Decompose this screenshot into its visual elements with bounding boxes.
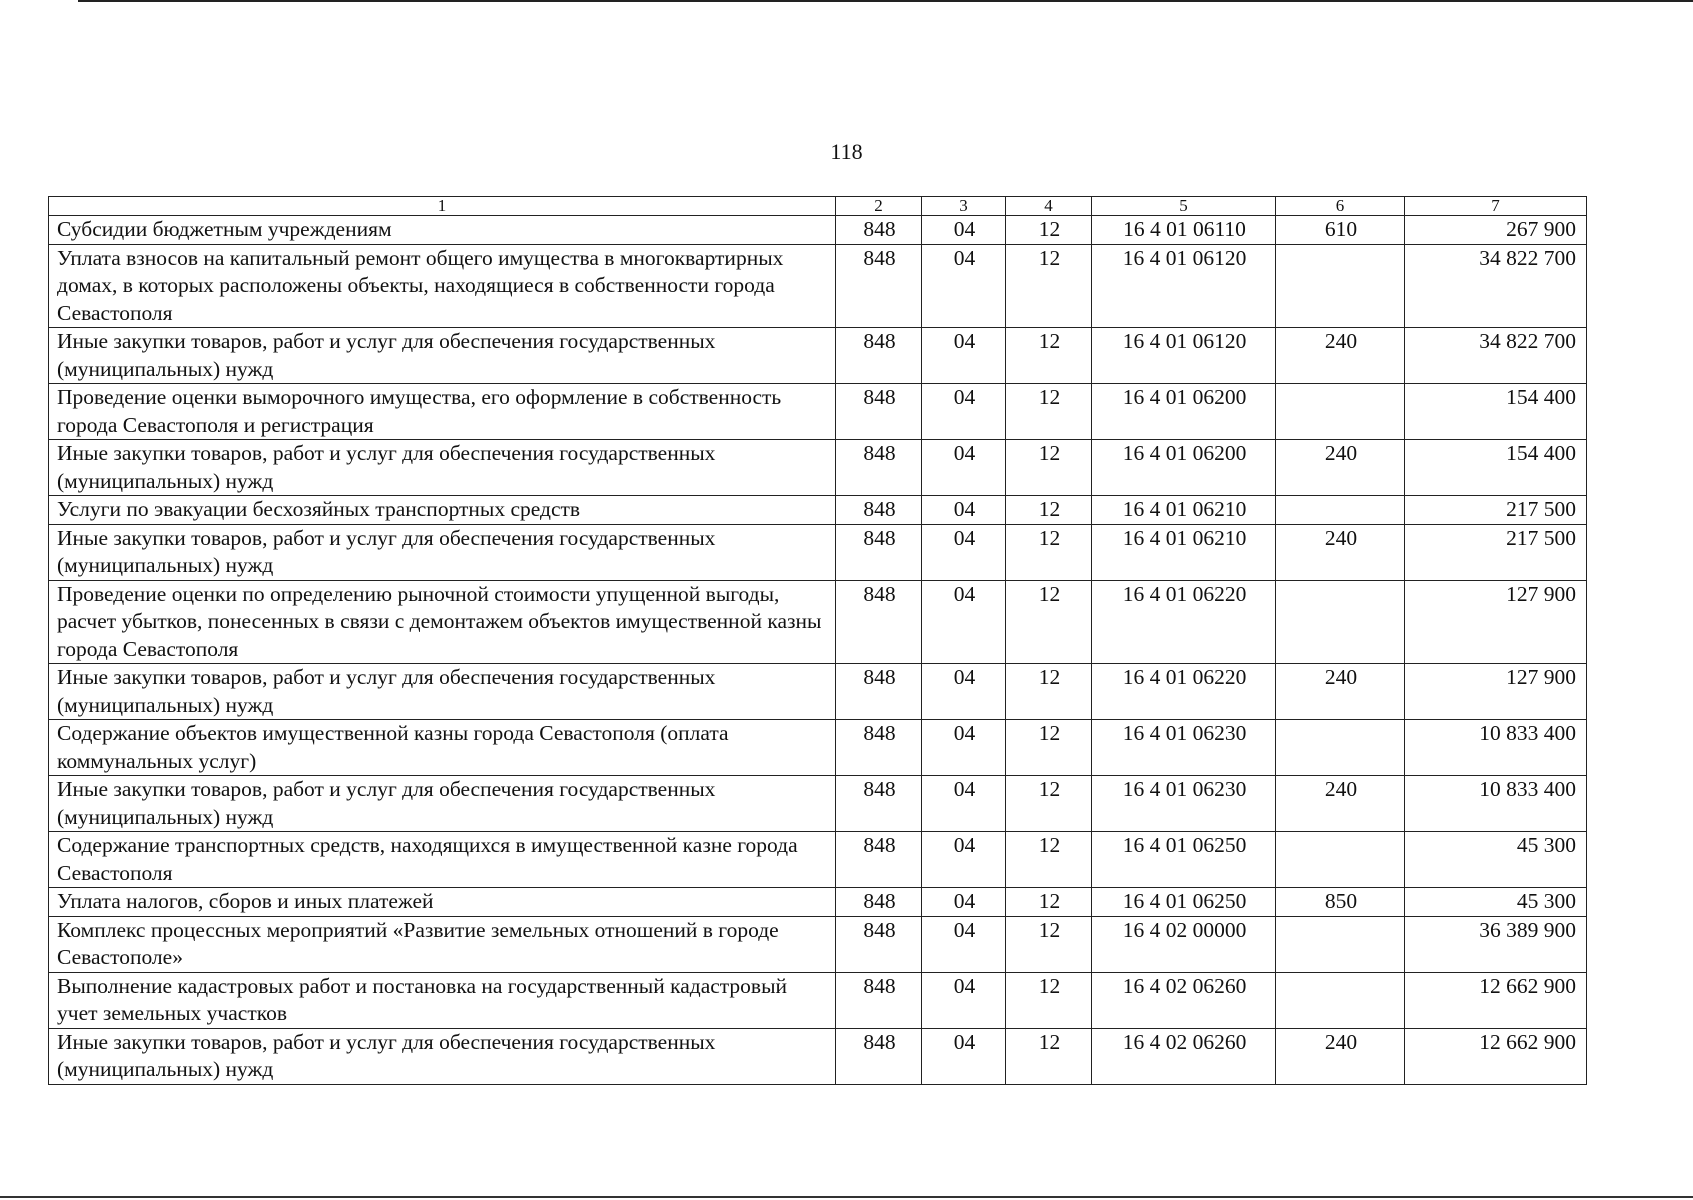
row-col2-cell: 848 [836,580,922,664]
column-header: 1 [49,197,836,216]
table-body [49,197,1587,1085]
row-col6-cell [1276,916,1405,972]
row-col7-cell: 217 500 [1405,524,1587,580]
row-col6-cell: 240 [1276,440,1405,496]
table-row [49,244,1587,328]
bottom-edge-rule [0,1196,1693,1198]
row-col2-cell: 848 [836,496,922,525]
row-col5-cell: 16 4 02 00000 [1092,916,1276,972]
row-col6-cell [1276,244,1405,328]
row-col4-cell: 12 [1006,216,1092,245]
row-col7-cell: 127 900 [1405,664,1587,720]
row-col4-cell: 12 [1006,328,1092,384]
row-name-cell: Проведение оценки по определению рыночной стоимости упущенной выгоды, расчет убытков, понесенных в связи с демонтажем объектов имущественной казны города Севастополя [49,580,836,664]
budget-table [48,196,1587,1085]
row-name-cell: Содержание объектов имущественной казны города Севастополя (оплата коммунальных услуг) [49,720,836,776]
row-col2-cell: 848 [836,216,922,245]
row-col3-cell: 04 [922,916,1006,972]
table-row [49,216,1587,245]
row-col2-cell: 848 [836,972,922,1028]
row-col4-cell: 12 [1006,776,1092,832]
row-col3-cell: 04 [922,972,1006,1028]
row-col2-cell: 848 [836,720,922,776]
table-row [49,972,1587,1028]
row-col6-cell: 850 [1276,888,1405,917]
row-col7-cell: 34 822 700 [1405,328,1587,384]
row-name-cell: Иные закупки товаров, работ и услуг для обеспечения государственных (муниципальных) нужд [49,328,836,384]
row-name-cell: Иные закупки товаров, работ и услуг для обеспечения государственных (муниципальных) нужд [49,440,836,496]
table-row [49,664,1587,720]
row-name-cell: Иные закупки товаров, работ и услуг для обеспечения государственных (муниципальных) нужд [49,776,836,832]
row-col4-cell: 12 [1006,664,1092,720]
row-col5-cell: 16 4 01 06210 [1092,496,1276,525]
row-col5-cell: 16 4 01 06250 [1092,832,1276,888]
row-col3-cell: 04 [922,1028,1006,1084]
table-row [49,384,1587,440]
row-col7-cell: 267 900 [1405,216,1587,245]
row-col5-cell: 16 4 02 06260 [1092,972,1276,1028]
row-col2-cell: 848 [836,776,922,832]
row-name-cell: Субсидии бюджетным учреждениям [49,216,836,245]
row-col2-cell: 848 [836,916,922,972]
row-name-cell: Комплекс процессных мероприятий «Развитие земельных отношений в городе Севастополе» [49,916,836,972]
row-col2-cell: 848 [836,888,922,917]
row-col6-cell [1276,496,1405,525]
row-col3-cell: 04 [922,524,1006,580]
row-col3-cell: 04 [922,720,1006,776]
row-name-cell: Иные закупки товаров, работ и услуг для обеспечения государственных (муниципальных) нужд [49,664,836,720]
row-col5-cell: 16 4 01 06120 [1092,244,1276,328]
row-col5-cell: 16 4 01 06220 [1092,580,1276,664]
row-col6-cell: 240 [1276,664,1405,720]
row-col5-cell: 16 4 01 06250 [1092,888,1276,917]
table-header-row [49,197,1587,216]
row-col4-cell: 12 [1006,888,1092,917]
row-name-cell: Выполнение кадастровых работ и постановка на государственный кадастровый учет земельных участков [49,972,836,1028]
table-row [49,888,1587,917]
table-row [49,1028,1587,1084]
row-col3-cell: 04 [922,216,1006,245]
row-col2-cell: 848 [836,244,922,328]
row-col4-cell: 12 [1006,244,1092,328]
column-header: 4 [1006,197,1092,216]
row-col5-cell: 16 4 01 06230 [1092,776,1276,832]
row-name-cell: Проведение оценки выморочного имущества, его оформление в собственность города Севастополя и регистрация [49,384,836,440]
row-col7-cell: 127 900 [1405,580,1587,664]
row-col2-cell: 848 [836,832,922,888]
row-col7-cell: 12 662 900 [1405,972,1587,1028]
top-edge-rule [78,0,1693,2]
table-row [49,720,1587,776]
row-col4-cell: 12 [1006,972,1092,1028]
row-col7-cell: 45 300 [1405,832,1587,888]
row-col5-cell: 16 4 01 06200 [1092,384,1276,440]
row-name-cell: Услуги по эвакуации бесхозяйных транспортных средств [49,496,836,525]
row-name-cell: Уплата налогов, сборов и иных платежей [49,888,836,917]
row-col5-cell: 16 4 02 06260 [1092,1028,1276,1084]
row-col4-cell: 12 [1006,524,1092,580]
row-col6-cell [1276,384,1405,440]
page-number: 118 [830,139,863,164]
row-col2-cell: 848 [836,664,922,720]
row-col7-cell: 12 662 900 [1405,1028,1587,1084]
row-col6-cell [1276,972,1405,1028]
row-col5-cell: 16 4 01 06200 [1092,440,1276,496]
table-row [49,524,1587,580]
table-row [49,440,1587,496]
table-row [49,776,1587,832]
row-col3-cell: 04 [922,244,1006,328]
row-name-cell: Содержание транспортных средств, находящихся в имущественной казне города Севастополя [49,832,836,888]
row-col3-cell: 04 [922,328,1006,384]
row-col3-cell: 04 [922,832,1006,888]
column-header: 2 [836,197,922,216]
row-col7-cell: 45 300 [1405,888,1587,917]
row-col3-cell: 04 [922,440,1006,496]
table-row [49,580,1587,664]
row-col2-cell: 848 [836,384,922,440]
row-col7-cell: 10 833 400 [1405,720,1587,776]
row-col5-cell: 16 4 01 06210 [1092,524,1276,580]
row-name-cell: Иные закупки товаров, работ и услуг для обеспечения государственных (муниципальных) нужд [49,1028,836,1084]
row-col2-cell: 848 [836,524,922,580]
row-col3-cell: 04 [922,496,1006,525]
row-col2-cell: 848 [836,1028,922,1084]
row-col4-cell: 12 [1006,496,1092,525]
table-row [49,832,1587,888]
row-col2-cell: 848 [836,440,922,496]
row-col7-cell: 154 400 [1405,384,1587,440]
row-col4-cell: 12 [1006,440,1092,496]
row-col3-cell: 04 [922,664,1006,720]
row-col4-cell: 12 [1006,1028,1092,1084]
row-col6-cell: 240 [1276,328,1405,384]
row-col6-cell: 240 [1276,524,1405,580]
row-col3-cell: 04 [922,384,1006,440]
row-col3-cell: 04 [922,776,1006,832]
row-col5-cell: 16 4 01 06220 [1092,664,1276,720]
row-col6-cell [1276,832,1405,888]
row-col7-cell: 36 389 900 [1405,916,1587,972]
row-col7-cell: 217 500 [1405,496,1587,525]
row-col4-cell: 12 [1006,580,1092,664]
row-col4-cell: 12 [1006,720,1092,776]
column-header: 7 [1405,197,1587,216]
row-col4-cell: 12 [1006,832,1092,888]
row-col3-cell: 04 [922,888,1006,917]
column-header: 5 [1092,197,1276,216]
row-col4-cell: 12 [1006,384,1092,440]
row-col7-cell: 10 833 400 [1405,776,1587,832]
row-col6-cell [1276,720,1405,776]
row-col3-cell: 04 [922,580,1006,664]
table-row [49,328,1587,384]
row-col5-cell: 16 4 01 06110 [1092,216,1276,245]
row-col6-cell: 240 [1276,776,1405,832]
row-col2-cell: 848 [836,328,922,384]
row-col7-cell: 154 400 [1405,440,1587,496]
row-col4-cell: 12 [1006,916,1092,972]
row-name-cell: Иные закупки товаров, работ и услуг для обеспечения государственных (муниципальных) нужд [49,524,836,580]
row-col6-cell: 240 [1276,1028,1405,1084]
row-name-cell: Уплата взносов на капитальный ремонт общего имущества в многоквартирных домах, в которых расположены объекты, находящиеся в собственности города Севастополя [49,244,836,328]
row-col5-cell: 16 4 01 06120 [1092,328,1276,384]
table-row [49,496,1587,525]
row-col6-cell [1276,580,1405,664]
column-header: 6 [1276,197,1405,216]
row-col7-cell: 34 822 700 [1405,244,1587,328]
row-col5-cell: 16 4 01 06230 [1092,720,1276,776]
column-header: 3 [922,197,1006,216]
row-col6-cell: 610 [1276,216,1405,245]
table-row [49,916,1587,972]
